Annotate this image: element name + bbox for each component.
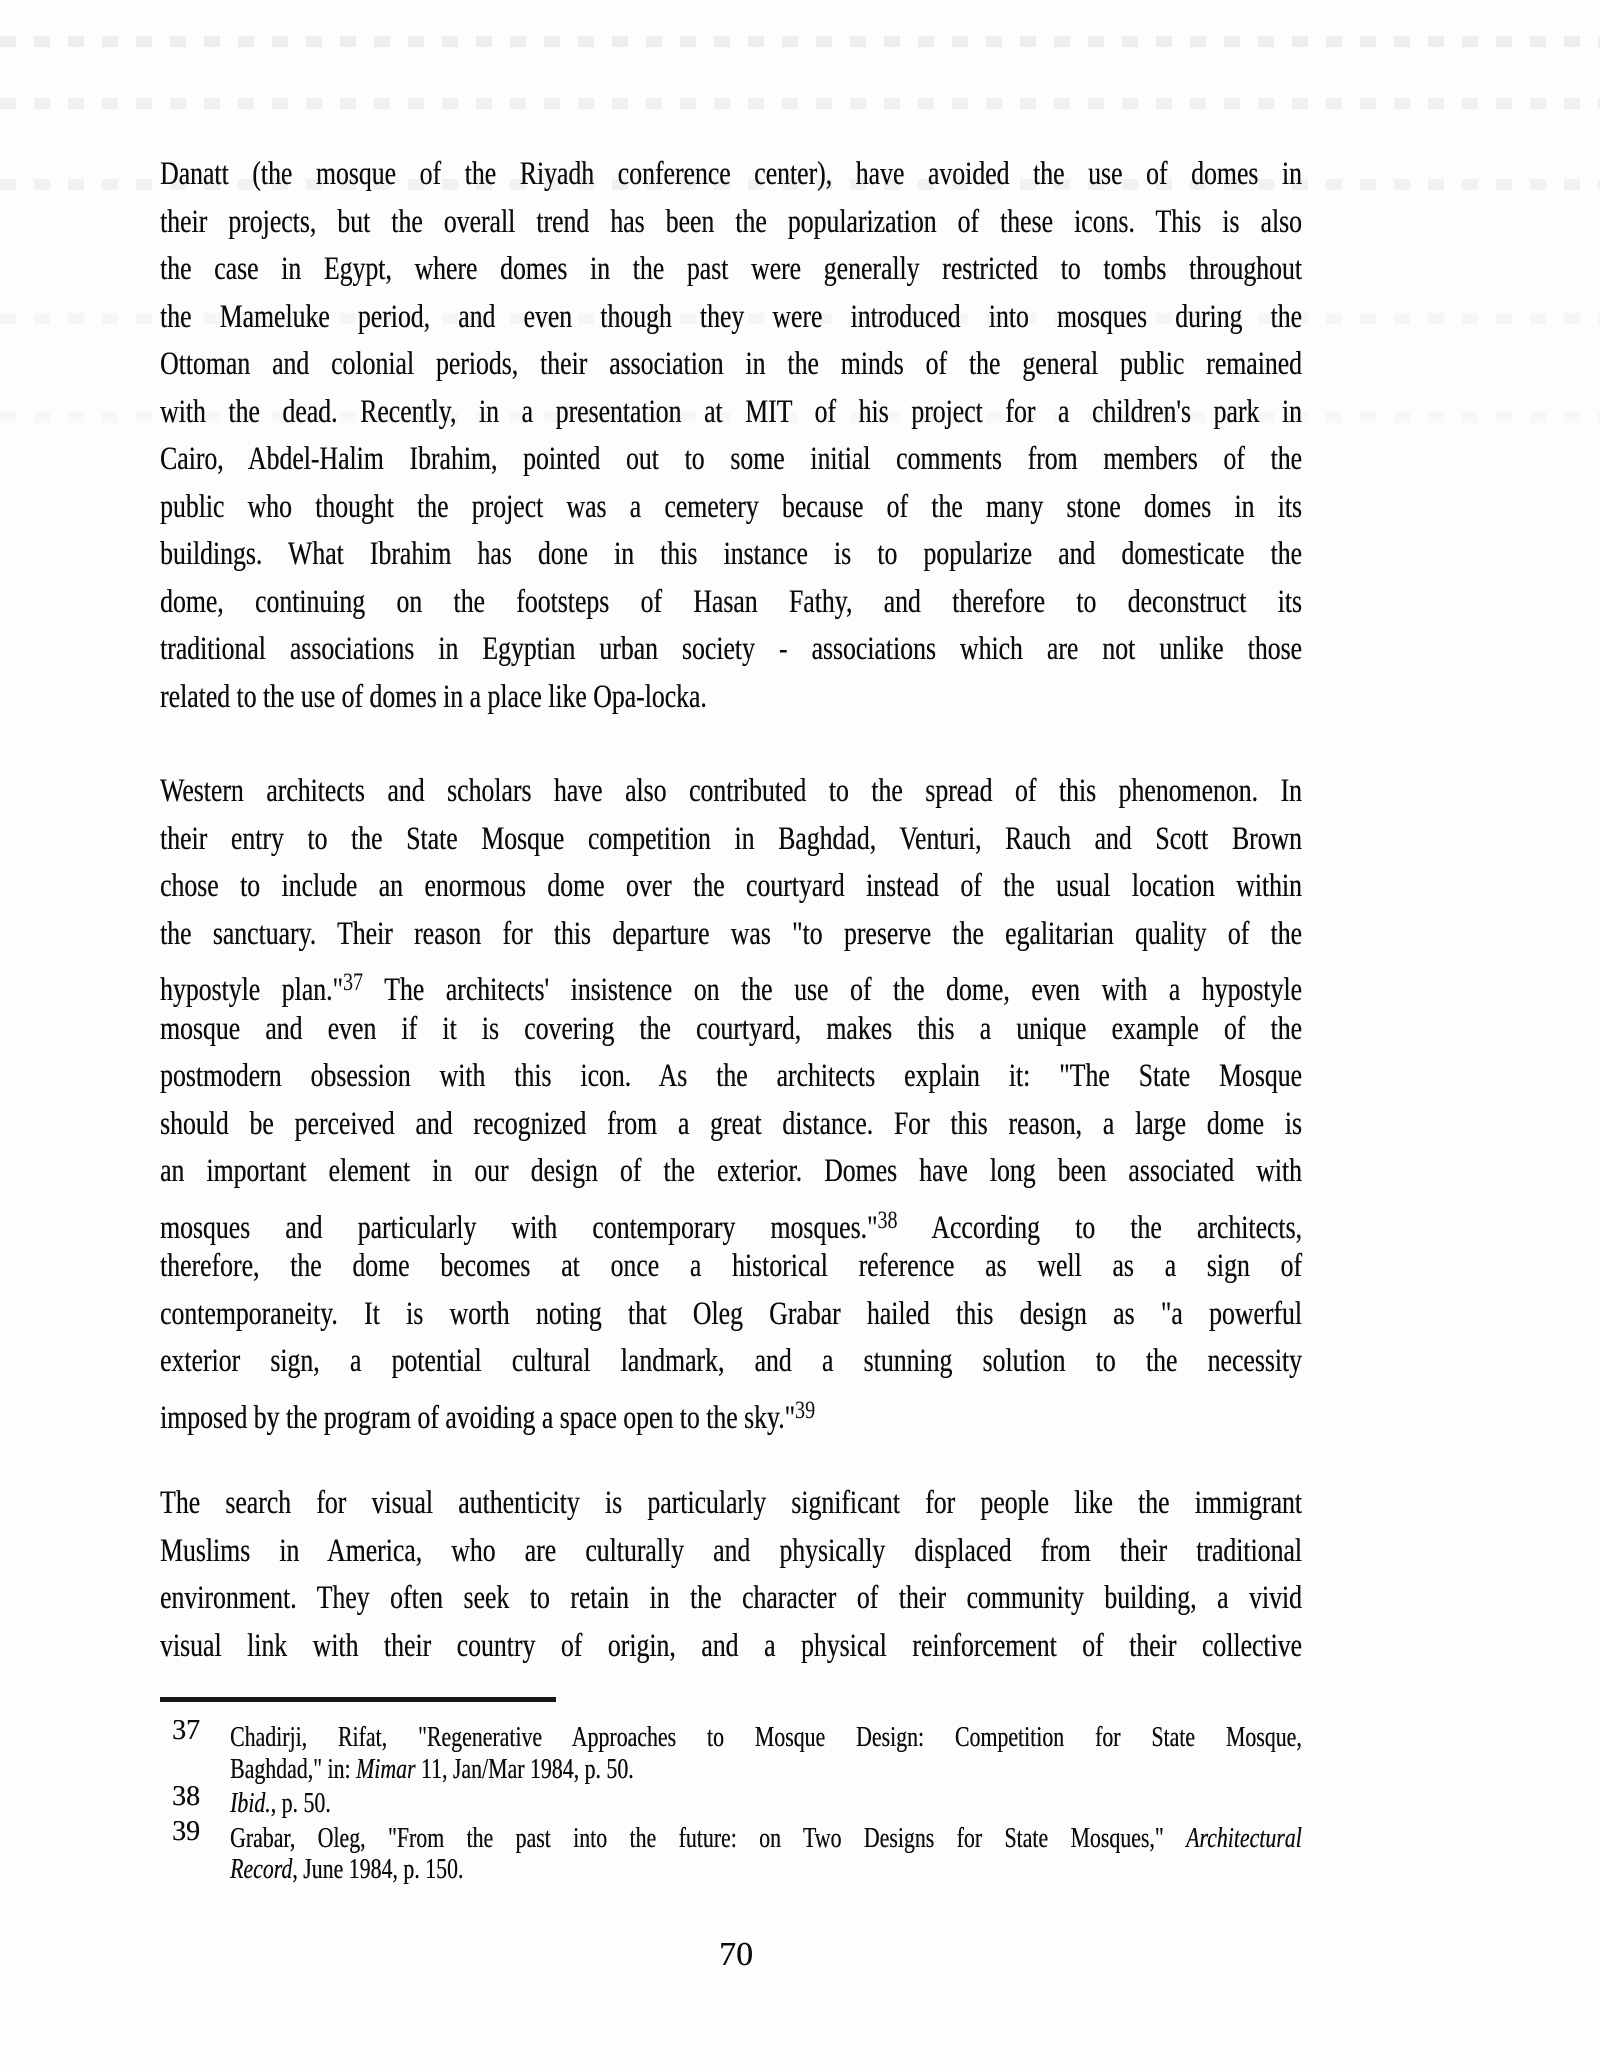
- footnote-item: [160, 1715, 1600, 1785]
- scan-artifact-row: [0, 36, 1600, 47]
- text-line: an important element in our design of the exterior. Domes have long been associated with: [160, 1153, 1302, 1189]
- text-line: Muslims in America, who are culturally and physically displaced from their traditional: [160, 1532, 1302, 1569]
- text-line: The search for visual authenticity is particularly significant for people like the immigrant: [160, 1485, 1302, 1521]
- text-line: Danatt (the mosque of the Riyadh conference center), have avoided the use of domes in: [160, 156, 1302, 192]
- text-line: environment. They often seek to retain in the character of their community building, a vivid: [160, 1580, 1302, 1616]
- footnote-item: [160, 1781, 1600, 1820]
- text-line: chose to include an enormous dome over the courtyard instead of the usual location within: [160, 868, 1302, 904]
- text-line: related to the use of domes in a place like Opa-locka.: [160, 678, 707, 715]
- text-line: postmodern obsession with this icon. As the architects explain it: "The State Mosque: [160, 1058, 1302, 1094]
- footnote-line: Record, June 1984, p. 150.: [230, 1854, 464, 1885]
- footnote-ref: 37: [342, 967, 364, 996]
- footnote-line: Chadirji, Rifat, "Regenerative Approaches to Mosque Design: Competition for State Mosque,: [230, 1722, 1302, 1753]
- text-line: contemporaneity. It is worth noting that Oleg Grabar hailed this design as "a powerful: [160, 1295, 1302, 1332]
- footnotes-section: [160, 1715, 1600, 1886]
- text-line: therefore, the dome becomes at once a historical reference as well as a sign of: [160, 1248, 1302, 1284]
- body-text: [160, 151, 1600, 1670]
- text-line: mosque and even if it is covering the courtyard, makes this a unique example of the: [160, 1010, 1302, 1047]
- text-line: imposed by the program of avoiding a space open to the sky."$^{39}$: [160, 1394, 816, 1436]
- text-line: the Mameluke period, and even though they were introduced into mosques during the: [160, 298, 1302, 335]
- text-line: Western architects and scholars have also contributed to the spread of this phenomenon. In: [160, 773, 1302, 809]
- text-line: exterior sign, a potential cultural landmark, and a stunning solution to the necessity: [160, 1343, 1302, 1379]
- footnote-line: Grabar, Oleg, "From the past into the future: on Two Designs for State Mosques," Architectural: [230, 1822, 1302, 1854]
- text-line: the case in Egypt, where domes in the past were generally restricted to tombs throughout: [160, 251, 1302, 287]
- text-line: Cairo, Abdel-Halim Ibrahim, pointed out to some initial comments from members of the: [160, 441, 1302, 477]
- text-line: mosques and particularly with contemporary mosques."$^{38}$ According to the architects,: [160, 1204, 1302, 1246]
- text-line: the sanctuary. Their reason for this departure was "to preserve the egalitarian quality of the: [160, 915, 1302, 952]
- scan-artifact-row: [0, 98, 1600, 109]
- text-line: traditional associations in Egyptian urban society - associations which are not unlike those: [160, 631, 1302, 667]
- page-number: 70: [719, 1936, 753, 1973]
- text-line: buildings. What Ibrahim has done in this instance is to popularize and domesticate the: [160, 536, 1302, 572]
- text-line: public who thought the project was a cemetery because of the many stone domes in its: [160, 488, 1302, 525]
- text-line: hypostyle plan."$^{37}$ The architects' insistence on the use of the dome, even with a hypostyle: [160, 967, 1302, 1008]
- footnote-number: 37: [172, 1715, 200, 1746]
- body-paragraph: [160, 768, 1600, 1436]
- footnote-line: Baghdad," in: Mimar 11, Jan/Mar 1984, p. 50.: [230, 1753, 634, 1785]
- footnote-item: [160, 1815, 1600, 1886]
- text-line: their projects, but the overall trend has been the popularization of these icons. This is also: [160, 203, 1302, 240]
- text-line: with the dead. Recently, in a presentation at MIT of his project for a children's park in: [160, 393, 1302, 430]
- footnote-separator: [160, 1697, 556, 1702]
- text-line: visual link with their country of origin, and a physical reinforcement of their collective: [160, 1627, 1302, 1664]
- footnote-number: 39: [172, 1815, 200, 1847]
- footnote-ref: 38: [877, 1204, 898, 1234]
- footnote-number: 38: [172, 1781, 200, 1812]
- footnote-ref: 39: [795, 1394, 816, 1424]
- text-line: dome, continuing on the footsteps of Hasan Fathy, and therefore to deconstruct its: [160, 583, 1302, 620]
- footnote-line: Ibid., p. 50.: [230, 1788, 331, 1819]
- body-paragraph: [160, 151, 1600, 721]
- text-line: should be perceived and recognized from a great distance. For this reason, a large dome is: [160, 1105, 1302, 1142]
- text-line: Ottoman and colonial periods, their association in the minds of the general public remained: [160, 346, 1302, 382]
- body-paragraph: [160, 1480, 1600, 1670]
- text-line: their entry to the State Mosque competition in Baghdad, Venturi, Rauch and Scott Brown: [160, 820, 1302, 857]
